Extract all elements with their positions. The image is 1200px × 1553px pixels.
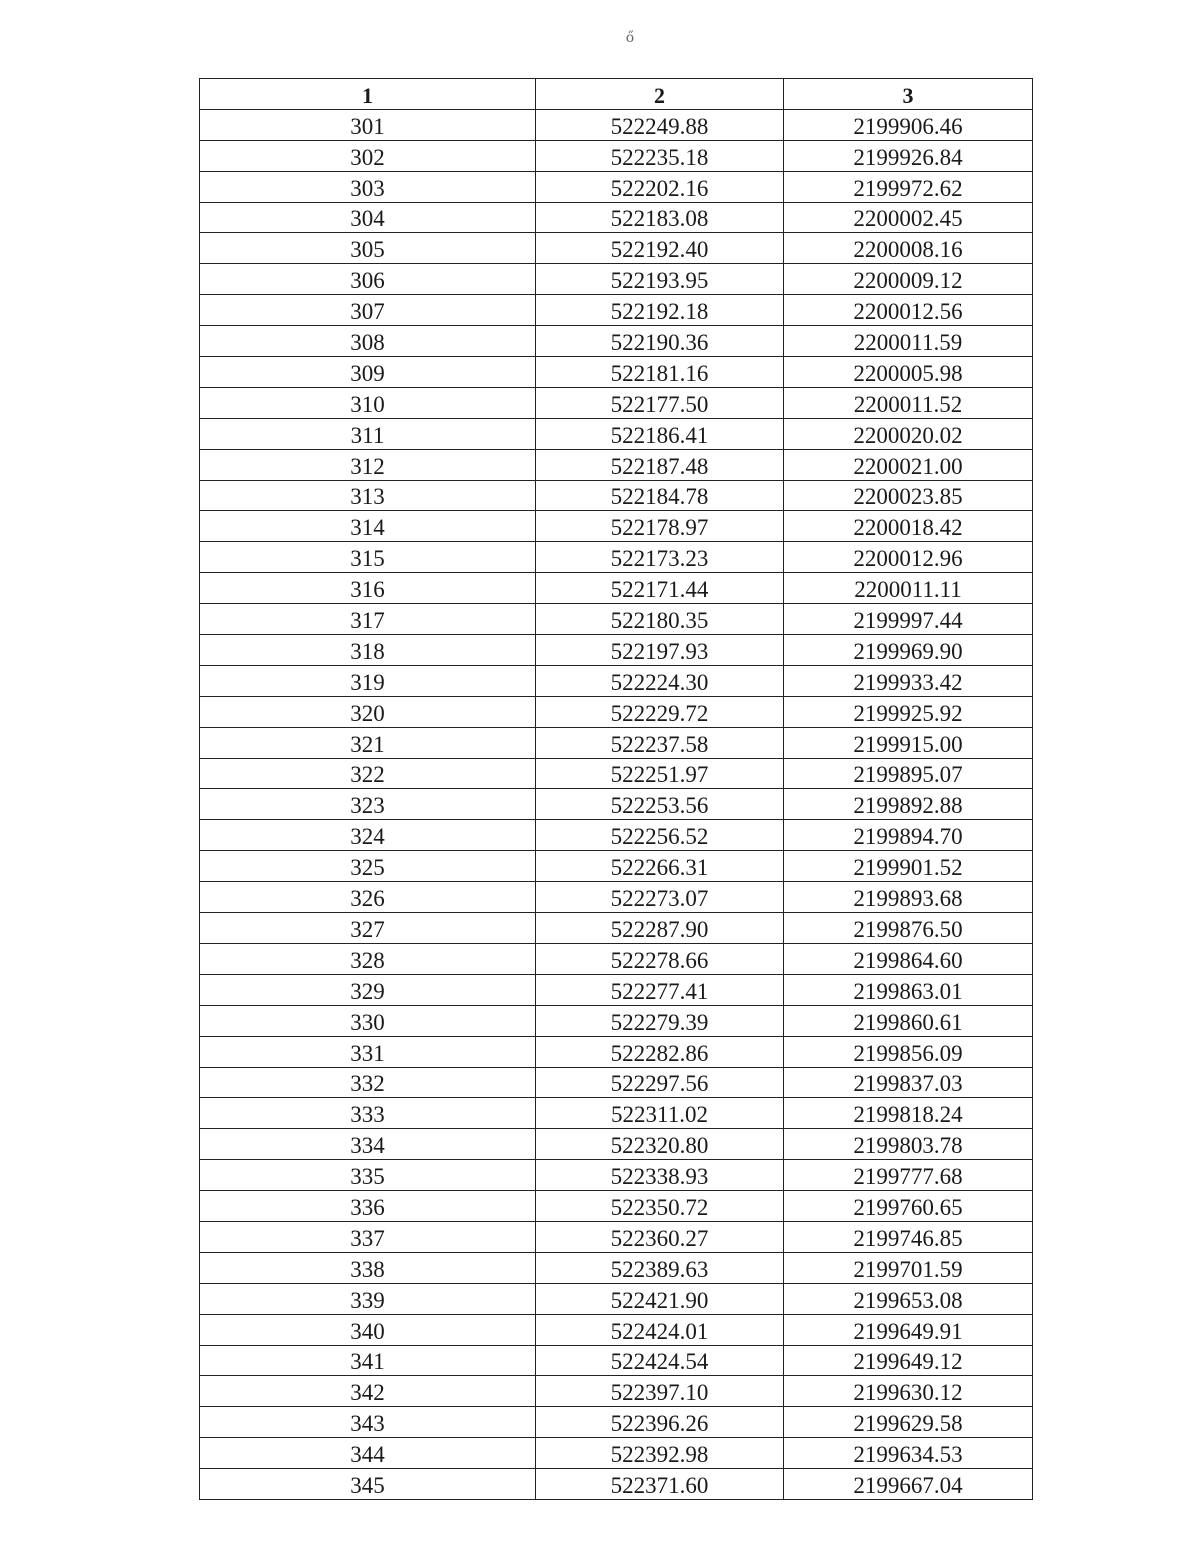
table-cell-3: 2199860.61 (784, 1005, 1033, 1036)
table-cell-2: 522421.90 (536, 1283, 784, 1314)
table-cell-1: 309 (200, 357, 536, 388)
table-cell-3: 2199777.68 (784, 1160, 1033, 1191)
table-cell-3: 2199893.68 (784, 882, 1033, 913)
table-cell-2: 522266.31 (536, 851, 784, 882)
table-cell-1: 345 (200, 1469, 536, 1500)
table-cell-3: 2199667.04 (784, 1469, 1033, 1500)
table-cell-1: 341 (200, 1345, 536, 1376)
table-cell-2: 522287.90 (536, 913, 784, 944)
table-cell-2: 522278.66 (536, 943, 784, 974)
table-cell-3: 2199895.07 (784, 758, 1033, 789)
table-cell-1: 315 (200, 542, 536, 573)
table-cell-3: 2199649.91 (784, 1314, 1033, 1345)
table-cell-3: 2199864.60 (784, 943, 1033, 974)
table-cell-3: 2199760.65 (784, 1191, 1033, 1222)
table-row (200, 264, 1033, 295)
table-cell-1: 323 (200, 789, 536, 820)
table-cell-1: 320 (200, 696, 536, 727)
table-cell-1: 321 (200, 727, 536, 758)
table-cell-3: 2200018.42 (784, 511, 1033, 542)
table-cell-3: 2199746.85 (784, 1221, 1033, 1252)
table-cell-2: 522229.72 (536, 696, 784, 727)
table-cell-2: 522279.39 (536, 1005, 784, 1036)
table-row (200, 1221, 1033, 1252)
table-row (200, 882, 1033, 913)
table-cell-2: 522187.48 (536, 449, 784, 480)
table-cell-1: 339 (200, 1283, 536, 1314)
table-cell-3: 2199894.70 (784, 820, 1033, 851)
table-cell-2: 522192.40 (536, 233, 784, 264)
table-row (200, 387, 1033, 418)
table-row (200, 943, 1033, 974)
table-cell-3: 2200009.12 (784, 264, 1033, 295)
table-cell-2: 522392.98 (536, 1438, 784, 1469)
table-cell-2: 522193.95 (536, 264, 784, 295)
table-row (200, 1129, 1033, 1160)
table-cell-2: 522297.56 (536, 1067, 784, 1098)
table-cell-3: 2199969.90 (784, 635, 1033, 666)
table-row (200, 1098, 1033, 1129)
table-cell-2: 522424.54 (536, 1345, 784, 1376)
table-row (200, 295, 1033, 326)
table-cell-2: 522389.63 (536, 1252, 784, 1283)
table-row (200, 1160, 1033, 1191)
table-cell-3: 2200011.11 (784, 573, 1033, 604)
table-cell-2: 522184.78 (536, 480, 784, 511)
table-row (200, 1438, 1033, 1469)
table-cell-2: 522251.97 (536, 758, 784, 789)
table-cell-2: 522235.18 (536, 140, 784, 171)
table-cell-1: 324 (200, 820, 536, 851)
table-cell-3: 2200002.45 (784, 202, 1033, 233)
table-row (200, 480, 1033, 511)
table-cell-1: 312 (200, 449, 536, 480)
table-cell-2: 522192.18 (536, 295, 784, 326)
page-mark: ő (625, 30, 635, 46)
table-cell-1: 304 (200, 202, 536, 233)
table-cell-1: 329 (200, 974, 536, 1005)
table-row (200, 1283, 1033, 1314)
table-cell-2: 522397.10 (536, 1376, 784, 1407)
table-cell-3: 2199818.24 (784, 1098, 1033, 1129)
table-cell-2: 522256.52 (536, 820, 784, 851)
coordinates-table (199, 78, 1033, 1500)
table-cell-2: 522273.07 (536, 882, 784, 913)
table-cell-1: 310 (200, 387, 536, 418)
table-row (200, 1469, 1033, 1500)
table-cell-1: 319 (200, 665, 536, 696)
table-row (200, 140, 1033, 171)
table-cell-1: 342 (200, 1376, 536, 1407)
table-cell-3: 2200005.98 (784, 357, 1033, 388)
table-cell-2: 522181.16 (536, 357, 784, 388)
table-row (200, 727, 1033, 758)
table-cell-2: 522249.88 (536, 109, 784, 140)
table-cell-2: 522237.58 (536, 727, 784, 758)
table-row (200, 418, 1033, 449)
table-cell-2: 522338.93 (536, 1160, 784, 1191)
table-row (200, 1036, 1033, 1067)
table-cell-2: 522171.44 (536, 573, 784, 604)
table-cell-2: 522190.36 (536, 326, 784, 357)
table-row (200, 171, 1033, 202)
table-cell-1: 334 (200, 1129, 536, 1160)
table-cell-3: 2200012.56 (784, 295, 1033, 326)
table-cell-1: 308 (200, 326, 536, 357)
table-row (200, 1345, 1033, 1376)
table-cell-3: 2200020.02 (784, 418, 1033, 449)
table-cell-2: 522371.60 (536, 1469, 784, 1500)
table-cell-2: 522360.27 (536, 1221, 784, 1252)
header-cell-2: 2 (536, 79, 784, 110)
table-cell-1: 305 (200, 233, 536, 264)
table-cell-1: 336 (200, 1191, 536, 1222)
table-cell-3: 2199649.12 (784, 1345, 1033, 1376)
table-cell-1: 331 (200, 1036, 536, 1067)
table-cell-2: 522277.41 (536, 974, 784, 1005)
table-cell-1: 340 (200, 1314, 536, 1345)
table-cell-1: 303 (200, 171, 536, 202)
table-row (200, 1252, 1033, 1283)
table-cell-3: 2199926.84 (784, 140, 1033, 171)
table-cell-3: 2199634.53 (784, 1438, 1033, 1469)
table-cell-2: 522396.26 (536, 1407, 784, 1438)
table-row (200, 789, 1033, 820)
table-row (200, 851, 1033, 882)
table-cell-1: 314 (200, 511, 536, 542)
table-cell-2: 522350.72 (536, 1191, 784, 1222)
table-cell-3: 2199997.44 (784, 604, 1033, 635)
table-header (200, 79, 1033, 110)
table-cell-3: 2199863.01 (784, 974, 1033, 1005)
table-row (200, 233, 1033, 264)
table-cell-3: 2199876.50 (784, 913, 1033, 944)
table-cell-1: 343 (200, 1407, 536, 1438)
table-cell-3: 2199933.42 (784, 665, 1033, 696)
table-cell-1: 344 (200, 1438, 536, 1469)
table-cell-1: 327 (200, 913, 536, 944)
table-cell-3: 2200008.16 (784, 233, 1033, 264)
header-cell-1: 1 (200, 79, 536, 110)
table-row (200, 1407, 1033, 1438)
table-cell-2: 522202.16 (536, 171, 784, 202)
table-body (200, 109, 1033, 1499)
table-cell-1: 325 (200, 851, 536, 882)
table-row (200, 542, 1033, 573)
table-cell-1: 330 (200, 1005, 536, 1036)
table-row (200, 573, 1033, 604)
table-row (200, 604, 1033, 635)
header-row (200, 79, 1033, 110)
table-cell-2: 522311.02 (536, 1098, 784, 1129)
table-row (200, 1191, 1033, 1222)
table-cell-1: 322 (200, 758, 536, 789)
table-cell-1: 318 (200, 635, 536, 666)
table-cell-2: 522186.41 (536, 418, 784, 449)
table-row (200, 109, 1033, 140)
table-row (200, 449, 1033, 480)
table-cell-1: 337 (200, 1221, 536, 1252)
table-cell-1: 338 (200, 1252, 536, 1283)
table-cell-1: 313 (200, 480, 536, 511)
table-cell-3: 2200011.59 (784, 326, 1033, 357)
table-cell-2: 522180.35 (536, 604, 784, 635)
table-cell-2: 522253.56 (536, 789, 784, 820)
table-cell-1: 332 (200, 1067, 536, 1098)
table-cell-3: 2199653.08 (784, 1283, 1033, 1314)
table-row (200, 820, 1033, 851)
table-cell-3: 2199701.59 (784, 1252, 1033, 1283)
table-row (200, 357, 1033, 388)
table-row (200, 1376, 1033, 1407)
table-cell-3: 2199925.92 (784, 696, 1033, 727)
table-row (200, 758, 1033, 789)
table-cell-1: 317 (200, 604, 536, 635)
table-cell-1: 307 (200, 295, 536, 326)
table-cell-3: 2200023.85 (784, 480, 1033, 511)
table-cell-2: 522177.50 (536, 387, 784, 418)
table-cell-1: 335 (200, 1160, 536, 1191)
table-row (200, 1314, 1033, 1345)
table-cell-1: 301 (200, 109, 536, 140)
table-cell-3: 2199630.12 (784, 1376, 1033, 1407)
table-cell-2: 522173.23 (536, 542, 784, 573)
table-row (200, 1005, 1033, 1036)
table-cell-2: 522197.93 (536, 635, 784, 666)
header-cell-3: 3 (784, 79, 1033, 110)
table-cell-2: 522282.86 (536, 1036, 784, 1067)
table-cell-3: 2199892.88 (784, 789, 1033, 820)
table-cell-3: 2199803.78 (784, 1129, 1033, 1160)
table-cell-3: 2199906.46 (784, 109, 1033, 140)
table-cell-2: 522320.80 (536, 1129, 784, 1160)
table-cell-3: 2200011.52 (784, 387, 1033, 418)
table-cell-1: 311 (200, 418, 536, 449)
table-cell-1: 326 (200, 882, 536, 913)
table-cell-1: 316 (200, 573, 536, 604)
table-cell-1: 302 (200, 140, 536, 171)
table-cell-3: 2199901.52 (784, 851, 1033, 882)
table-cell-3: 2199972.62 (784, 171, 1033, 202)
table-row (200, 974, 1033, 1005)
table-cell-3: 2200012.96 (784, 542, 1033, 573)
table-cell-2: 522424.01 (536, 1314, 784, 1345)
table-row (200, 326, 1033, 357)
table-cell-3: 2199915.00 (784, 727, 1033, 758)
table-cell-2: 522224.30 (536, 665, 784, 696)
table-cell-2: 522178.97 (536, 511, 784, 542)
table-cell-1: 328 (200, 943, 536, 974)
table-cell-3: 2199837.03 (784, 1067, 1033, 1098)
table-row (200, 202, 1033, 233)
table-cell-1: 333 (200, 1098, 536, 1129)
table-row (200, 696, 1033, 727)
table-row (200, 665, 1033, 696)
table-cell-2: 522183.08 (536, 202, 784, 233)
table-row (200, 1067, 1033, 1098)
table-row (200, 635, 1033, 666)
table-cell-3: 2200021.00 (784, 449, 1033, 480)
table-cell-1: 306 (200, 264, 536, 295)
table-row (200, 511, 1033, 542)
table-cell-3: 2199856.09 (784, 1036, 1033, 1067)
table-cell-3: 2199629.58 (784, 1407, 1033, 1438)
table-row (200, 913, 1033, 944)
